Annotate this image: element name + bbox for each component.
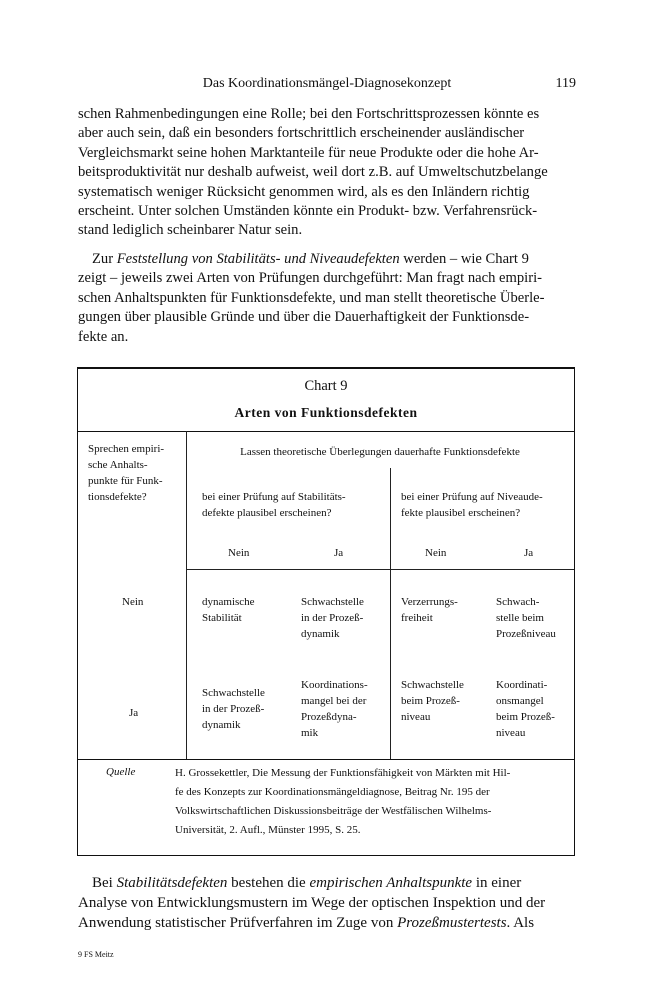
text-line: tionsdefekte? [88,491,147,503]
col-header-ja: Ja [524,547,534,559]
source-note [78,759,574,856]
chart-title: Chart 9 [304,378,348,394]
source-text [175,764,565,840]
text-line: bei einer Prüfung auf Niveaude- [401,491,543,503]
text-line: Schwach- [496,596,540,608]
text-line: Verzerrungs- [401,596,458,608]
text-line: fekte plausibel erscheinen? [401,507,521,519]
col-header-nein: Nein [425,547,447,559]
text-line: aber auch sein, daß ein besonders fortschrittlich erscheinender ausländischer [78,125,525,142]
text-line: stand lediglich scheinbarer Natur sein. [78,222,303,239]
cell [202,685,292,733]
text-line [78,873,578,893]
text-line: Koordinations- [301,679,368,691]
cell [301,594,387,642]
text-line: erscheint. Unter solchen Umständen könnte ein Produkt- bzw. Verfahrensrück- [78,203,538,220]
text-line: dynamische [202,596,255,608]
text-line: defekte plausibel erscheinen? [202,507,332,519]
text-line: in der Prozeß- [301,612,364,624]
grid-line [186,431,187,759]
row-header-ja: Ja [129,707,139,719]
text-line: fekte an. [78,328,129,345]
text-line: schen Anhaltspunkten für Funktionsdefekte, und man stellt theoretische Überle- [78,289,545,306]
text-line: beim Prozeß- [401,695,460,707]
chart-table [77,367,575,856]
text-line: mik [301,727,319,739]
cell [401,677,489,725]
text-plain: in einer [472,875,522,891]
cell [202,594,292,626]
footer-signature: 9 FS Meitz [78,950,114,959]
paragraph-3 [78,873,578,933]
text-line: gungen über plausible Gründe und über die Dauerhaftigkeit der Funktionsde- [78,309,530,326]
cell [401,594,489,626]
text-italic: Prozeßmustertests [397,915,507,931]
text-line: in der Prozeß- [202,703,265,715]
text-line: schen Rahmenbedingungen eine Rolle; bei den Fortschrittsprozessen könnte es [78,106,540,122]
text-line: dynamik [301,628,340,640]
paragraph-1 [78,105,578,241]
column-header-question: Lassen theoretische Überlegungen dauerhafte Funktionsdefekte [240,446,520,458]
chart-subtitle: Arten von Funktionsdefekten [234,405,418,420]
text-line: dynamik [202,719,241,731]
text-line [78,913,578,933]
source-label: Quelle [106,766,136,778]
text-plain: Zur [92,251,117,267]
grid-line [390,468,391,759]
group-header-level [401,489,571,521]
text-italic: Feststellung von Stabilitäts- und Niveaudefekten [116,251,400,267]
text-line: Schwachstelle [202,687,265,699]
paragraph-2 [78,250,578,347]
text-line: zeigt – jeweils zwei Arten von Prüfungen durchgeführt: Man fragt nach empiri- [78,270,543,287]
text-line: niveau [496,727,526,739]
cell [301,677,387,741]
cell [496,594,568,642]
col-header-ja: Ja [334,547,344,559]
text-italic: Stabilitätsdefekten [116,875,228,891]
text-line [78,250,578,269]
text-line: Stabilität [202,612,242,624]
text-line: Universität, 2. Aufl., Münster 1995, S. 25. [175,824,361,836]
text-plain: Bei [92,875,117,891]
text-line: sche Anhalts- [88,459,148,471]
chart-header [78,369,574,432]
text-plain: werden – wie Chart 9 [399,251,529,267]
text-line: niveau [401,711,431,723]
row-header-nein: Nein [122,596,144,608]
text-line: Analyse von Entwicklungsmustern im Wege der optischen Inspektion und der [78,895,546,911]
text-plain: bestehen die [227,875,310,891]
text-line: Schwachstelle [301,596,364,608]
text-line: Prozeßdyna- [301,711,357,723]
text-line: fe des Konzepts zur Koordinationsmängeldiagnose, Beitrag Nr. 195 der [175,786,490,798]
text-plain: . Als [506,915,535,931]
text-line: Vergleichsmarkt seine hohen Marktanteile für neue Produkte oder die hohe Ar- [78,144,539,161]
header-title: Das Koordinationsmängel-Diagnosekonzept [202,76,452,91]
text-plain: Anwendung statistischer Prüfverfahren im Zuge von [78,915,398,931]
text-line: Sprechen empiri- [88,443,165,455]
text-line: punkte für Funk- [88,475,163,487]
text-line: mangel bei der [301,695,367,707]
text-line: Schwachstelle [401,679,464,691]
text-line: beim Prozeß- [496,711,555,723]
cell [496,677,568,741]
text-line: onsmangel [496,695,544,707]
text-line: H. Grossekettler, Die Messung der Funktionsfähigkeit von Märkten mit Hil- [175,767,511,779]
text-line: Koordinati- [496,679,548,691]
text-line: beitsproduktivität nur deshalb aufweist, weil dort z.B. auf Umweltschutzbelange [78,164,548,181]
text-line: systematisch weniger Rücksicht genommen wird, als es den Inländern richtig [78,183,530,200]
text-italic: empirischen Anhaltspunkte [309,875,473,891]
row-header-question [88,441,182,505]
text-line: Volkswirtschaftlichen Diskussionsbeiträge der Westfälischen Wilhelms- [175,805,492,817]
running-header [78,76,576,96]
col-header-nein: Nein [228,547,250,559]
page-number: 119 [555,76,576,91]
text-line: freiheit [401,612,433,624]
text-line: Prozeßniveau [496,628,556,640]
text-line: bei einer Prüfung auf Stabilitäts- [202,491,346,503]
grid-line [186,569,574,570]
text-line: stelle beim [496,612,544,624]
group-header-stability [202,489,382,521]
